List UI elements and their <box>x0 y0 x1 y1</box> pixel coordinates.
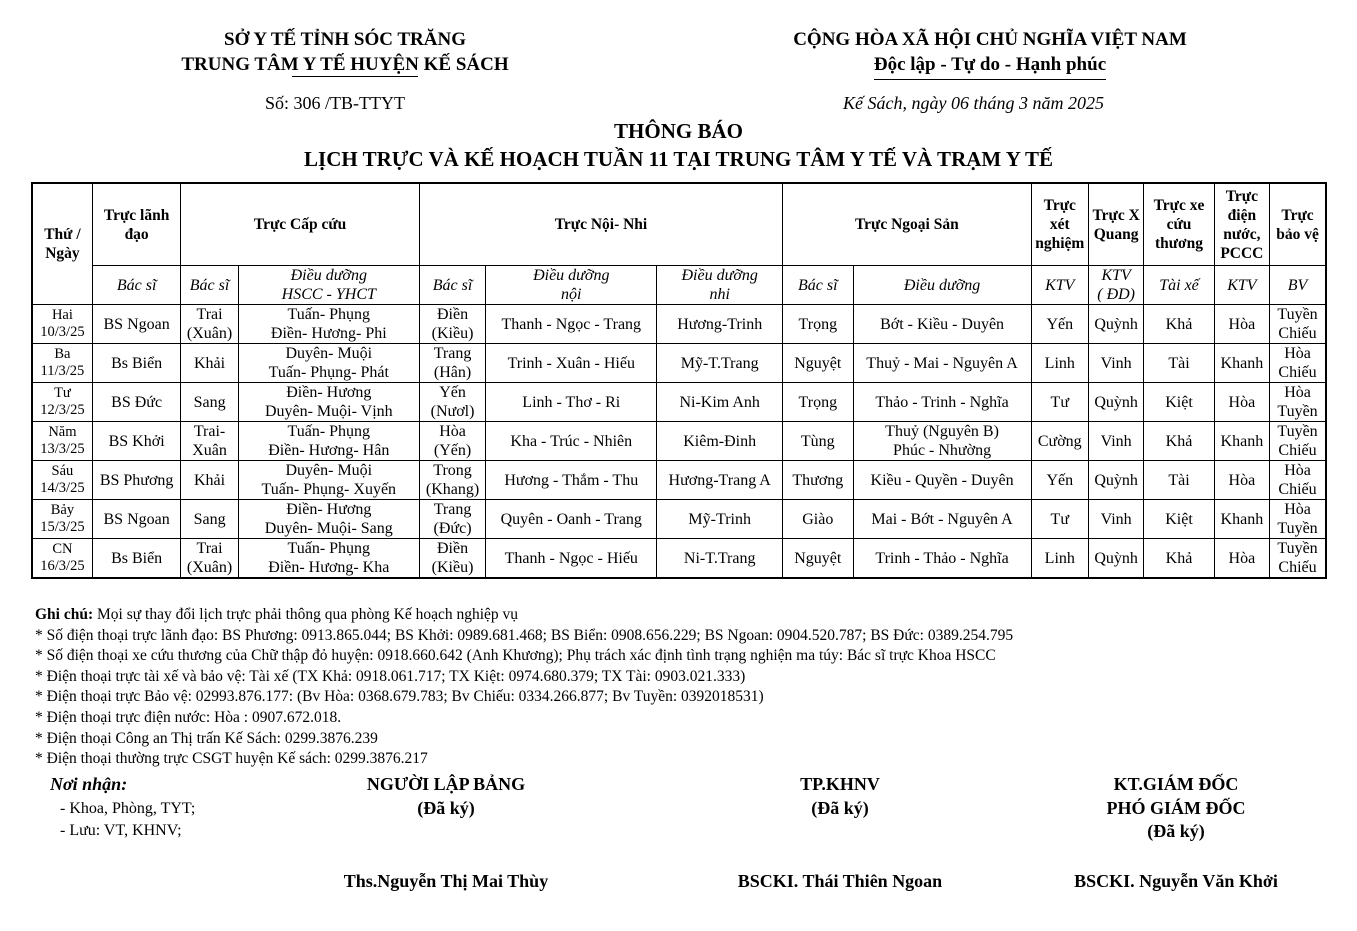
sub-em-doctor: Bác sĩ <box>181 266 238 305</box>
national-header <box>760 27 1220 80</box>
sub-ip-nurse-ped: Điều dưỡng nhi <box>657 266 783 305</box>
note-line: * Điện thoại trực tài xế và bảo vệ: Tài xế (TX Khả: 0918.061.717; TX Kiệt: 0974.680.379; TX Tài: 0903.021.333) <box>35 667 746 685</box>
cell-ss-nurse: Thảo - Trinh - Nghĩa <box>853 383 1031 422</box>
sub-ss-nurse: Điều dưỡng <box>853 266 1031 305</box>
cell-security: Hòa Tuyền <box>1270 383 1326 422</box>
cell-ip-doctor: Trang (Hân) <box>419 344 485 383</box>
cell-ip-doctor: Yến (Nươl) <box>419 383 485 422</box>
cell-ambulance: Khả <box>1144 305 1214 344</box>
signer-2-status: (Đã ký) <box>811 798 869 818</box>
doc-title: THÔNG BÁO <box>614 119 743 143</box>
cell-ambulance: Tài <box>1144 344 1214 383</box>
cell-lab: Tư <box>1031 500 1088 539</box>
cell-day: Tư 12/3/25 <box>32 383 92 422</box>
note-line: * Số điện thoại trực lãnh đạo: BS Phương: 0913.865.044; BS Khởi: 0989.681.468; BS Biển: 0908.656.229; BS Ngoan: 0904.520.787; BS Đức: 0389.254.795 <box>35 626 1014 644</box>
cell-em-nurse: Duyên- Muội Tuấn- Phụng- Phát <box>238 344 419 383</box>
sub-lab: KTV <box>1031 266 1088 305</box>
sub-ss-doctor: Bác sĩ <box>783 266 853 305</box>
cell-em-nurse: Duyên- Muội Tuấn- Phụng- Xuyến <box>238 461 419 500</box>
cell-ambulance: Kiệt <box>1144 383 1214 422</box>
cell-ip-nurse-int: Kha - Trúc - Nhiên <box>486 422 657 461</box>
signer-3-subtitle: PHÓ GIÁM ĐỐC <box>1106 798 1246 818</box>
cell-em-nurse: Điền- Hương Duyên- Muội- Vịnh <box>238 383 419 422</box>
cell-utility: Hòa <box>1214 305 1269 344</box>
table-row <box>32 539 1326 579</box>
col-utility: Trực điện nước, PCCC <box>1214 183 1269 266</box>
cell-leader: BS Phương <box>92 461 181 500</box>
cell-security: Tuyền Chiếu <box>1270 539 1326 579</box>
col-security: Trực bảo vệ <box>1270 183 1326 266</box>
cell-em-doctor: Khải <box>181 461 238 500</box>
sub-utility: KTV <box>1214 266 1269 305</box>
table-group-header <box>32 183 1326 266</box>
cell-day: Bảy 15/3/25 <box>32 500 92 539</box>
cell-security: Hòa Tuyền <box>1270 500 1326 539</box>
cell-ip-doctor: Điền (Kiều) <box>419 539 485 579</box>
cell-ip-doctor: Hòa (Yến) <box>419 422 485 461</box>
col-emergency: Trực Cấp cứu <box>181 183 419 266</box>
cell-ss-doctor: Trọng <box>783 383 853 422</box>
cell-lab: Tư <box>1031 383 1088 422</box>
cell-ambulance: Khả <box>1144 539 1214 579</box>
cell-ss-nurse: Thuỷ (Nguyên B) Phúc - Nhường <box>853 422 1031 461</box>
table-row <box>32 344 1326 383</box>
cell-em-doctor: Sang <box>181 383 238 422</box>
cell-ip-nurse-int: Quyên - Oanh - Trang <box>486 500 657 539</box>
agency-name: TRUNG TÂM Y TẾ HUYỆN KẾ SÁCH <box>181 54 509 75</box>
cell-day: Sáu 14/3/25 <box>32 461 92 500</box>
cell-utility: Hòa <box>1214 461 1269 500</box>
cell-ss-nurse: Trinh - Thảo - Nghĩa <box>853 539 1031 579</box>
cell-xray: Quỳnh <box>1088 461 1143 500</box>
cell-em-nurse: Điền- Hương Duyên- Muội- Sang <box>238 500 419 539</box>
national-name: CỘNG HÒA XÃ HỘI CHỦ NGHĨA VIỆT NAM <box>793 29 1187 50</box>
cell-ss-doctor: Thương <box>783 461 853 500</box>
cell-utility: Khanh <box>1214 500 1269 539</box>
cell-ss-doctor: Trọng <box>783 305 853 344</box>
notes-section <box>35 605 1013 770</box>
note-line: * Số điện thoại xe cứu thương của Chữ thập đỏ huyện: 0918.660.642 (Anh Khương); Phụ trách xác định tình trạng nghiện ma túy: Bác sĩ trực Khoa HSCC <box>35 647 996 665</box>
table-row <box>32 461 1326 500</box>
signer-1-title: NGƯỜI LẬP BẢNG <box>366 774 526 794</box>
signer-2-title: TP.KHNV <box>800 774 880 794</box>
doc-subtitle: LỊCH TRỰC VÀ KẾ HOẠCH TUẦN 11 TẠI TRUNG TÂM Y TẾ VÀ TRẠM Y TẾ <box>304 147 1053 171</box>
col-leader: Trực lãnh đạo <box>92 183 181 266</box>
table-row <box>32 422 1326 461</box>
col-surgery-obstetric: Trực Ngoại Sản <box>783 183 1032 266</box>
cell-leader: BS Khởi <box>92 422 181 461</box>
cell-utility: Hòa <box>1214 539 1269 579</box>
note-line: * Điện thoại Công an Thị trấn Kế Sách: 0299.3876.239 <box>35 729 378 747</box>
cell-ip-nurse-ped: Ni-Kim Anh <box>657 383 783 422</box>
note-line: * Điện thoại thường trực CSGT huyện Kế sách: 0299.3876.217 <box>35 750 428 768</box>
cell-leader: Bs Biển <box>92 539 181 579</box>
col-internal-pediatric: Trực Nội- Nhi <box>419 183 782 266</box>
recipient-line: - Khoa, Phòng, TYT; <box>60 800 196 817</box>
note-first: Ghi chú: Mọi sự thay đổi lịch trực phải thông qua phòng Kế hoạch nghiệp vụ <box>35 606 519 623</box>
sub-leader: Bác sĩ <box>92 266 181 305</box>
cell-leader: BS Ngoan <box>92 305 181 344</box>
cell-ip-doctor: Điền (Kiều) <box>419 305 485 344</box>
cell-security: Tuyền Chiếu <box>1270 305 1326 344</box>
col-ambulance: Trực xe cứu thương <box>1144 183 1214 266</box>
cell-ss-doctor: Giào <box>783 500 853 539</box>
cell-ip-nurse-ped: Hương-Trang A <box>657 461 783 500</box>
cell-ip-nurse-ped: Ni-T.Trang <box>657 539 783 579</box>
duty-schedule-table <box>31 182 1327 579</box>
cell-utility: Hòa <box>1214 383 1269 422</box>
cell-ss-nurse: Mai - Bớt - Nguyên A <box>853 500 1031 539</box>
sub-security: BV <box>1270 266 1326 305</box>
cell-ss-doctor: Nguyệt <box>783 539 853 579</box>
cell-ss-doctor: Tùng <box>783 422 853 461</box>
cell-ip-nurse-int: Trinh - Xuân - Hiếu <box>486 344 657 383</box>
cell-leader: Bs Biển <box>92 344 181 383</box>
cell-xray: Vinh <box>1088 500 1143 539</box>
cell-em-nurse: Tuấn- Phụng Điền- Hương- Kha <box>238 539 419 579</box>
sub-em-nurse: Điều dưỡng HSCC - YHCT <box>238 266 419 305</box>
cell-em-doctor: Trai (Xuân) <box>181 539 238 579</box>
table-row <box>32 383 1326 422</box>
cell-em-doctor: Trai (Xuân) <box>181 305 238 344</box>
signer-3-title: KT.GIÁM ĐỐC <box>1113 774 1239 794</box>
sub-ip-doctor: Bác sĩ <box>419 266 485 305</box>
cell-leader: BS Ngoan <box>92 500 181 539</box>
cell-ip-nurse-int: Thanh - Ngọc - Trang <box>486 305 657 344</box>
note-line: * Điện thoại trực Bảo vệ: 02993.876.177: (Bv Hòa: 0368.679.783; Bv Chiếu: 0334.266.877; Bv Tuyền: 0392018531) <box>35 688 764 706</box>
cell-ip-nurse-ped: Mỹ-Trinh <box>657 500 783 539</box>
table-row <box>32 500 1326 539</box>
cell-ss-nurse: Thuỷ - Mai - Nguyên A <box>853 344 1031 383</box>
cell-lab: Linh <box>1031 344 1088 383</box>
signer-3-name: BSCKI. Nguyễn Văn Khởi <box>1074 871 1278 891</box>
recipients-title: Nơi nhận: <box>50 774 128 794</box>
cell-security: Tuyền Chiếu <box>1270 422 1326 461</box>
cell-utility: Khanh <box>1214 422 1269 461</box>
cell-security: Hòa Chiếu <box>1270 461 1326 500</box>
cell-ip-doctor: Trong (Khang) <box>419 461 485 500</box>
agency-parent: SỞ Y TẾ TỈNH SÓC TRĂNG <box>224 29 466 50</box>
cell-em-nurse: Tuấn- Phụng Điền- Hương- Hân <box>238 422 419 461</box>
signer-1-name: Ths.Nguyễn Thị Mai Thùy <box>343 871 549 891</box>
col-xray: Trực X Quang <box>1088 183 1143 266</box>
cell-lab: Linh <box>1031 539 1088 579</box>
sub-xray: KTV ( ĐD) <box>1088 266 1143 305</box>
sub-ambulance: Tài xế <box>1144 266 1214 305</box>
cell-xray: Quỳnh <box>1088 305 1143 344</box>
cell-ip-doctor: Trang (Đức) <box>419 500 485 539</box>
cell-ss-nurse: Kiều - Quyền - Duyên <box>853 461 1031 500</box>
cell-xray: Quỳnh <box>1088 539 1143 579</box>
cell-ip-nurse-ped: Mỹ-T.Trang <box>657 344 783 383</box>
cell-em-doctor: Trai- Xuân <box>181 422 238 461</box>
agency-header <box>150 27 540 77</box>
note-line: * Điện thoại trực điện nước: Hòa : 0907.672.018. <box>35 708 342 726</box>
cell-utility: Khanh <box>1214 344 1269 383</box>
cell-xray: Vinh <box>1088 422 1143 461</box>
cell-day: CN 16/3/25 <box>32 539 92 579</box>
cell-ip-nurse-int: Thanh - Ngọc - Hiếu <box>486 539 657 579</box>
recipient-line: - Lưu: VT, KHNV; <box>60 822 182 839</box>
document-number: Số: 306 /TB-TTYT <box>265 93 405 113</box>
cell-ss-doctor: Nguyệt <box>783 344 853 383</box>
cell-ambulance: Tài <box>1144 461 1214 500</box>
cell-ip-nurse-ped: Kiêm-Đinh <box>657 422 783 461</box>
cell-day: Hai 10/3/25 <box>32 305 92 344</box>
cell-security: Hòa Chiếu <box>1270 344 1326 383</box>
col-day: Thứ / Ngày <box>32 183 92 305</box>
cell-em-doctor: Sang <box>181 500 238 539</box>
cell-day: Ba 11/3/25 <box>32 344 92 383</box>
cell-em-nurse: Tuấn- Phụng Điền- Hương- Phi <box>238 305 419 344</box>
agency-underline <box>292 76 418 77</box>
place-date: Kế Sách, ngày 06 tháng 3 năm 2025 <box>843 93 1104 113</box>
cell-ip-nurse-ped: Hương-Trinh <box>657 305 783 344</box>
signer-2-name: BSCKI. Thái Thiên Ngoan <box>737 871 943 891</box>
cell-ss-nurse: Bớt - Kiều - Duyên <box>853 305 1031 344</box>
cell-ambulance: Khả <box>1144 422 1214 461</box>
cell-lab: Cường <box>1031 422 1088 461</box>
signer-1-status: (Đã ký) <box>417 798 475 818</box>
cell-day: Năm 13/3/25 <box>32 422 92 461</box>
cell-xray: Vinh <box>1088 344 1143 383</box>
cell-leader: BS Đức <box>92 383 181 422</box>
cell-lab: Yến <box>1031 461 1088 500</box>
cell-ambulance: Kiệt <box>1144 500 1214 539</box>
col-lab: Trực xét nghiệm <box>1031 183 1088 266</box>
cell-xray: Quỳnh <box>1088 383 1143 422</box>
cell-em-doctor: Khải <box>181 344 238 383</box>
national-motto: Độc lập - Tự do - Hạnh phúc <box>760 52 1220 80</box>
cell-ip-nurse-int: Linh - Thơ - Ri <box>486 383 657 422</box>
table-row <box>32 305 1326 344</box>
cell-lab: Yến <box>1031 305 1088 344</box>
signer-3-status: (Đã ký) <box>1147 821 1205 841</box>
sub-ip-nurse-int: Điều dưỡng nội <box>486 266 657 305</box>
cell-ip-nurse-int: Hương - Thắm - Thu <box>486 461 657 500</box>
table-sub-header <box>32 266 1326 305</box>
